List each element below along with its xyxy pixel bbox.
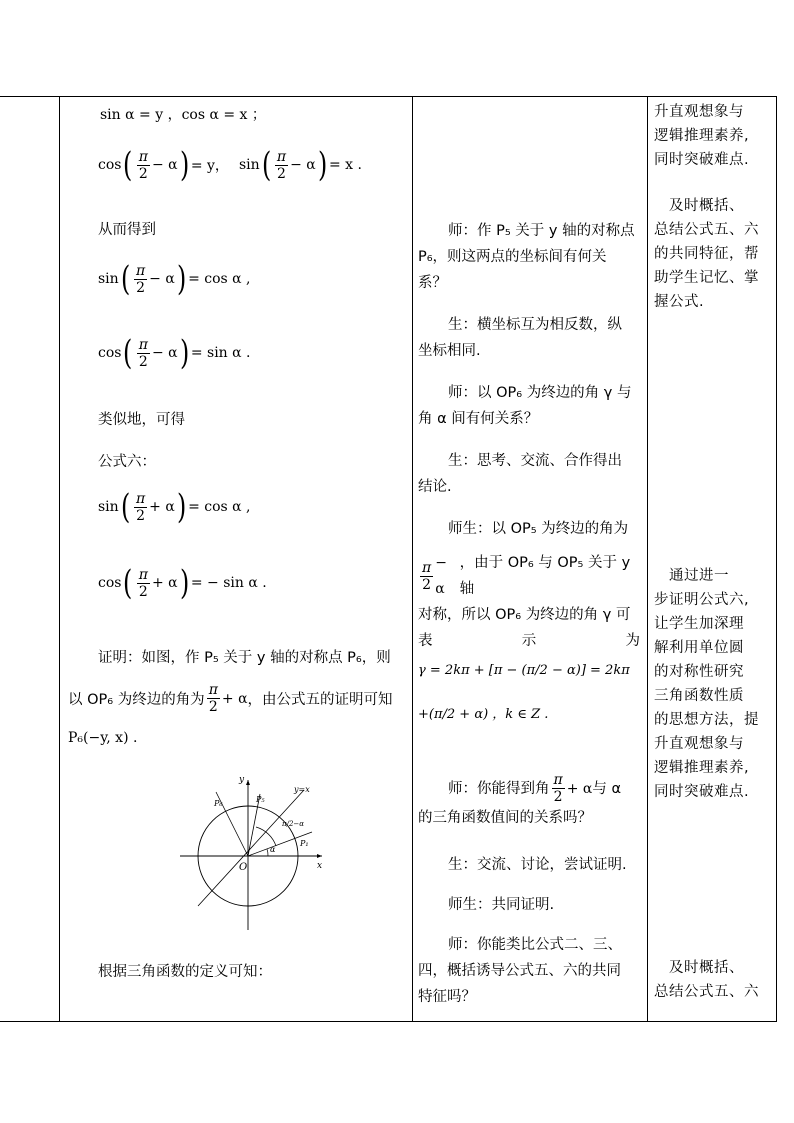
table-right-border <box>776 96 777 1022</box>
label-p1: P₁ <box>300 839 309 848</box>
proof-line-1: 证明：如图，作 P₅ 关于 y 轴的对称点 P₆，则 <box>98 650 391 666</box>
paren-open: ( <box>261 145 271 185</box>
equation-row-a <box>98 145 362 185</box>
teacher-question-4: 师：你能类比公式二、三、 四，概括诱导公式五、六的共同 特征吗？ <box>418 937 622 1005</box>
fraction-pi-over-2: $\frac{\pi}{2}$ <box>138 148 148 182</box>
fraction-pi-over-2: $\frac{\pi}{2}$ <box>276 148 287 182</box>
formula6-cos: cos ( $\frac{\pi}{2}$ + α ) = − sin α . <box>98 563 267 603</box>
col-divider-1 <box>59 96 60 1022</box>
intent-note-3: 通过进一 步证明公式六, 让学生加深理 解利用单位圆 的对称性研究 三角函数性质 的思想方法，提 升直观想象与 逻辑推理素养, 同时突破难点. <box>654 568 759 800</box>
table-top-border <box>0 96 776 97</box>
angle-pi2-alpha-arc <box>256 827 276 846</box>
label-p5: P₅ <box>256 795 265 804</box>
proof-line-2: 以 OP₆ 为终边的角为 $\frac{\pi}{2}$ + α ，由公式五的证明可知 <box>68 682 393 715</box>
intent-note-2: 及时概括、 总结公式五、六 的共同特征，帮 助学生记忆、掌 握公式. <box>654 198 759 310</box>
label-origin: O <box>239 862 248 873</box>
angle-alpha-arc <box>267 849 268 856</box>
teacher-student-discussion: 师生：以 OP₅ 为终边的角为 $\frac{\pi}{2}$ − α ，由于 OP₆ 与 OP₅ 关于 y 轴 对称，所以 OP₆ 为终边的角 γ 可 表 示 为 γ = 2kπ + [π − (π/2 − α)] = 2kπ +(π/2 + α) ，k ∈ Z . <box>418 521 640 722</box>
unit-circle-diagram <box>176 772 336 934</box>
teacher-student-proof: 师生：共同证明. <box>448 897 555 913</box>
paren-open: ( <box>123 145 133 185</box>
label-alpha: α <box>270 845 276 854</box>
col-divider-2 <box>412 96 413 1022</box>
label-p6: P₆ <box>214 799 223 808</box>
teacher-question-2: 师：以 OP₆ 为终边的角 γ 与 角 α 间有何关系？ <box>418 385 632 427</box>
student-answer-1: 生：横坐标互为相反数，纵 坐标相同. <box>418 317 622 359</box>
proof-line-3: P₆(−y, x) . <box>68 730 138 746</box>
minus-alpha: − α <box>290 157 316 173</box>
paren-close: ) <box>317 145 328 185</box>
formula5-cos: cos ( $\frac{\pi}{2}$ − α ) = sin α . <box>98 333 251 373</box>
fn-cos: cos <box>98 157 122 173</box>
formula6-sin: sin ( $\frac{\pi}{2}$ + α ) = cos α , <box>98 487 251 527</box>
equals-x: = x . <box>329 157 362 173</box>
paren-close: ) <box>179 145 189 185</box>
table-bottom-border <box>0 1021 776 1022</box>
teacher-question-3: 师：你能得到角 $\frac{\pi}{2}$ + α 与 α 的三角函数值间的关系吗？ <box>418 772 622 826</box>
label-y-equals-x: y=x <box>294 785 310 794</box>
equals-y: = y， <box>190 158 229 174</box>
formula5-sin: sin ( $\frac{\pi}{2}$ − α ) = cos α , <box>98 259 251 299</box>
formula6-label: 公式六： <box>98 454 156 470</box>
intent-note-1: 升直观想象与 逻辑推理素养, 同时突破难点. <box>654 104 750 168</box>
label-y: y <box>239 775 245 785</box>
student-answer-2: 生：思考、交流、合作得出 结论. <box>418 453 622 495</box>
minus-alpha: − α <box>151 157 178 173</box>
label-x: x <box>317 861 323 871</box>
student-answer-3: 生：交流、讨论，尝试证明. <box>448 857 627 873</box>
intent-note-4: 及时概括、 总结公式五、六 <box>654 960 759 1000</box>
teacher-question-1: 师：作 P₅ 关于 y 轴的对称点 P₆，则这两点的坐标间有何关 系？ <box>418 223 635 291</box>
col-divider-3 <box>647 96 648 1022</box>
x-axis-arrow <box>317 854 322 858</box>
final-line: 根据三角函数的定义可知： <box>98 964 272 980</box>
definition-line: sin α = y ，cos α = x ； <box>100 107 266 123</box>
similar-label: 类似地，可得 <box>98 412 185 428</box>
label-pi2-minus-alpha: π/2−α <box>282 820 305 828</box>
fn-sin: sin <box>238 157 260 173</box>
thus-label: 从而得到 <box>98 222 156 238</box>
y-axis-arrow <box>246 780 250 785</box>
